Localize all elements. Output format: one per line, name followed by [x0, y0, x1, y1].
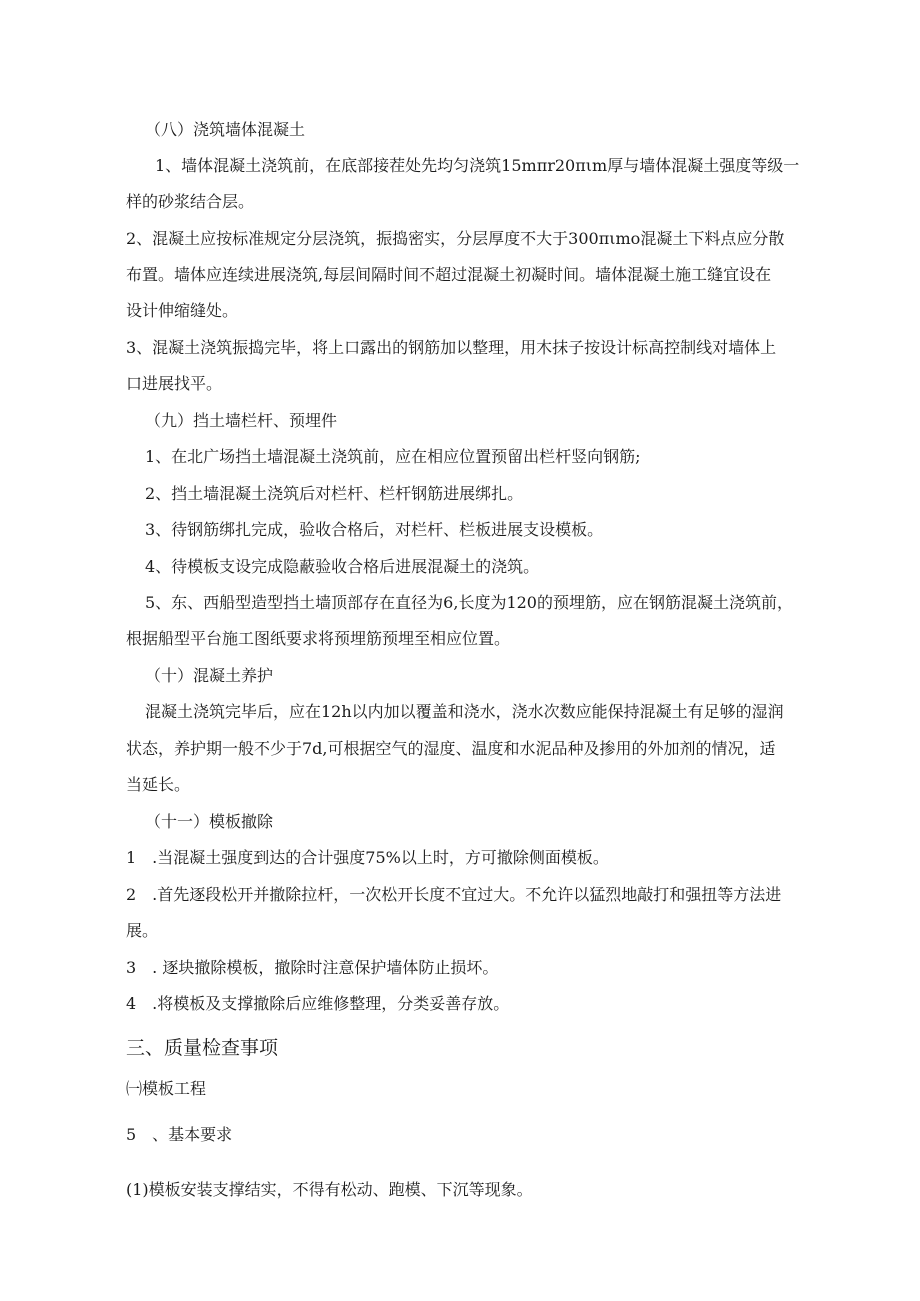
paragraph-line: 4、待模板支设完成隐蔽验收合格后进展混凝土的浇筑。	[145, 557, 540, 576]
paragraph-line: 布置。墙体应连续进展浇筑,每层间隔时间不超过混凝土初凝时间。墙体混凝土施工缝宜设在	[126, 265, 772, 284]
paragraph-line: 1、墙体混凝土浇筑前，在底部接茬处先均匀浇筑15mπr20πιm厚与墙体混凝土强度等级一	[155, 156, 800, 175]
paragraph-line: 状态，养护期一般不少于7d,可根据空气的湿度、温度和水泥品种及掺用的外加剂的情况，适	[126, 739, 776, 758]
list-item: 4 .将模板及支撑撤除后应维修整理，分类妥善存放。	[126, 994, 510, 1013]
paragraph-line: 混凝土浇筑完毕后，应在12h以内加以覆盖和浇水，浇水次数应能保持混凝土有足够的湿润	[145, 702, 784, 721]
list-item: 2 .首先逐段松开并撤除拉杆，一次松开长度不宜过大。不允许以猛烈地敲打和强扭等方法进	[126, 885, 782, 904]
paragraph-line: 5、东、西船型造型挡土墙顶部存在直径为6,长度为120的预埋筋，应在钢筋混凝土浇筑前，	[145, 593, 793, 612]
section-heading-8: （八）浇筑墙体混凝土	[145, 120, 306, 139]
section-heading-11: （十一）模板撤除	[145, 812, 274, 831]
paragraph-line: 2、挡土墙混凝土浇筑后对栏杆、栏杆钢筋进展绑扎。	[145, 484, 524, 503]
list-item: 展。	[126, 921, 159, 940]
paragraph-line: 1、在北广场挡土墙混凝土浇筑前，应在相应位置预留出栏杆竖向钢筋;	[145, 447, 641, 466]
paragraph-line: 当延长。	[126, 775, 191, 794]
section-heading-10: （十）混凝土养护	[145, 666, 274, 685]
paragraph-line: (1)模板安装支撑结实，不得有松动、跑模、下沉等现象。	[126, 1180, 533, 1199]
paragraph-line: 3、混凝土浇筑振捣完毕，将上口露出的钢筋加以整理，用木抹子按设计标高控制线对墙体上	[126, 338, 777, 357]
list-item: 5 、基本要求	[126, 1125, 233, 1144]
list-item: 1 .当混凝土强度到达的合计强度75%以上时，方可撤除侧面模板。	[126, 848, 609, 867]
list-item: 3 . 逐块撤除模板，撤除时注意保护墙体防止损坏。	[126, 958, 499, 977]
paragraph-line: 根据船型平台施工图纸要求将预埋筋预埋至相应位置。	[126, 629, 511, 648]
paragraph-line: 3、待钢筋绑扎完成，验收合格后，对栏杆、栏板进展支设模板。	[145, 520, 604, 539]
paragraph-line: 2、混凝土应按标准规定分层浇筑，振捣密实，分层厚度不大于300πιmo混凝土下料点应分散	[126, 229, 785, 248]
section-heading-9: （九）挡土墙栏杆、预埋件	[145, 411, 338, 430]
subsection-heading: ㈠模板工程	[126, 1079, 207, 1098]
paragraph-line: 口进展找平。	[126, 374, 223, 393]
paragraph-line: 样的砂浆结合层。	[126, 192, 255, 211]
paragraph-line: 设计伸缩缝处。	[126, 301, 239, 320]
chapter-heading: 三、质量检查事项	[126, 1037, 279, 1059]
